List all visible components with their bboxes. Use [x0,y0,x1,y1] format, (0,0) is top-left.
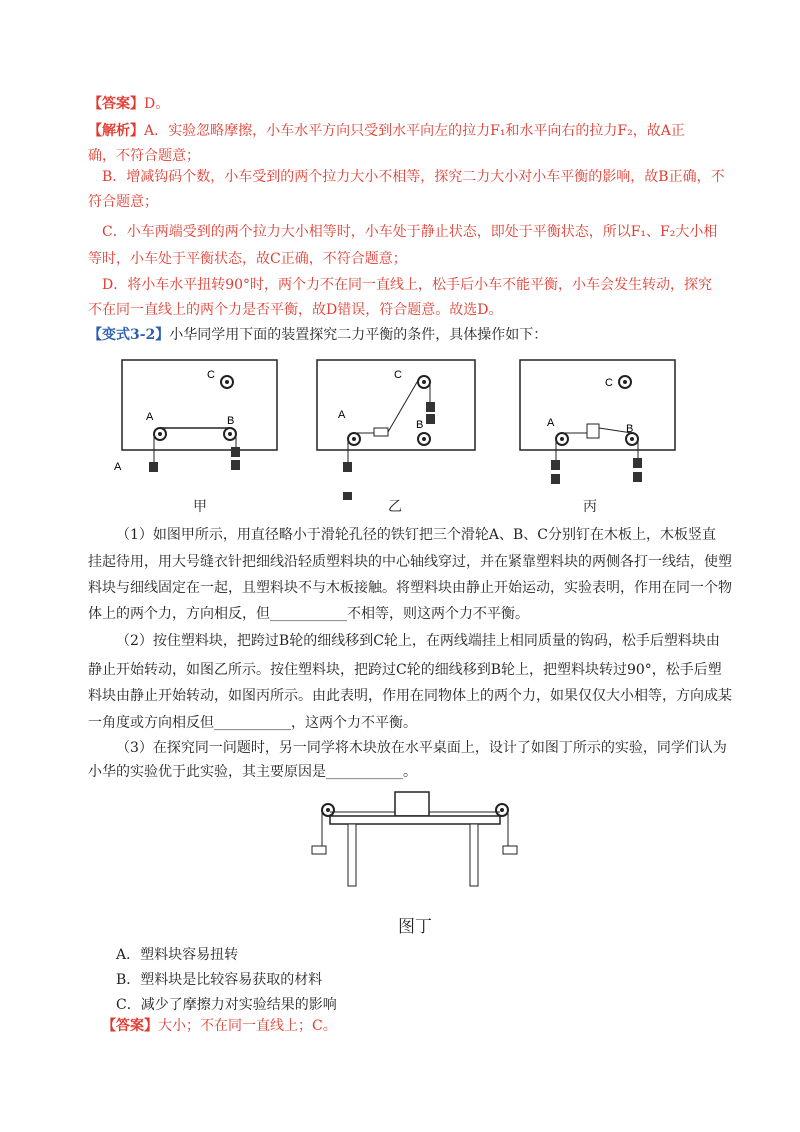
caption-bing: 丙 [583,499,597,515]
q2-line-4: 一角度或方向相反但___________，这两个力不平衡。 [88,715,417,731]
q1-line-2: 挂起待用，用大号缝衣针把细线沿轻质塑料块的中心轴线穿过，并在紧靠塑料块的两侧各打一线结，使塑 [88,554,732,570]
label-c: C [605,377,613,389]
analysis-label: 【解析】 [88,123,144,139]
analysis-line-8: 不在同一直线上的两个力是否平衡，故D错误，符合题意。故选D。 [88,302,503,318]
q2-line-2: 静止开始转动，如图乙所示。按住塑料块，把跨过C轮的细线移到B轮上，把塑料块转过90°，松手后塑 [88,662,722,678]
label-c: C [207,369,215,381]
analysis-line-5: C．小车两端受到的两个拉力大小相等时，小车处于静止状态，即处于平衡状态，所以F₁、F₂大小相 [102,224,718,240]
q1-line-4: 体上的两个力，方向相反，但___________不相等，则这两个力不平衡。 [88,606,529,622]
label-a: A [547,417,555,429]
figure-jia [112,352,282,482]
caption-yi: 乙 [388,499,402,515]
label-b: B [227,415,235,427]
analysis-line-4: 符合题意； [88,194,158,210]
q2-line-1: （2）按住塑料块，把跨过B轮的细线移到C轮上，在两线端挂上相同质量的钩码，松手后塑料块由 [116,633,720,649]
figure-yi [312,352,492,502]
variant-label: 【变式3-2】 [88,327,170,343]
analysis-text-1: A．实验忽略摩擦，小车水平方向只受到水平向左的拉力F₁和水平向右的拉力F₂，故A正 [144,123,685,139]
label-b: B [626,423,634,435]
analysis-line-3: B．增减钩码个数，小车受到的两个拉力大小不相等，探究二力大小对小车平衡的影响，故B正确，不 [102,169,725,185]
q1-line-1: （1）如图甲所示，用直径略小于滑轮孔径的铁钉把三个滑轮A、B、C分别钉在木板上，木板竖直 [116,527,717,543]
label-b: B [416,419,424,431]
label-a: A [338,409,346,421]
label-a-outer: A [114,461,122,473]
figure-bing [515,352,685,502]
variant-text: 小华同学用下面的装置探究二力平衡的条件，具体操作如下： [169,327,548,343]
answer-2-text: 大小；不在同一直线上；C。 [158,1018,337,1034]
answer-label: 【答案】 [88,96,144,112]
analysis-line-7: D．将小车水平扭转90°时，两个力不在同一直线上，松手后小车不能平衡，小车会发生转动，探究 [102,277,713,293]
label-c: C [394,369,402,381]
q3-line-1: （3）在探究同一问题时，另一同学将木块放在水平桌面上，设计了如图丁所示的实验，同学们认为 [116,740,727,756]
analysis-line-2: 确，不符合题意； [88,148,200,164]
answer-2-line [102,1016,337,1036]
option-c: C．减少了摩擦力对实验结果的影响 [116,997,337,1013]
caption-ding: 图丁 [398,917,432,937]
variant-heading [88,325,547,345]
answer-text: D。 [144,96,170,112]
option-a: A．塑料块容易扭转 [116,947,239,963]
label-a: A [146,411,154,423]
answer-2-label: 【答案】 [102,1018,158,1034]
analysis-line-6: 等时，小车处于平衡状态，故C正确，不符合题意； [88,251,407,267]
q1-line-3: 料块与细线固定在一起，且塑料块不与木板接触。将塑料块由静止开始运动，实验表明，作用在同一个物 [88,580,732,596]
q2-line-3: 料块由静止开始转动，如图丙所示。由此表明，作用在同物体上的两个力，如果仅仅大小相等，方向成某 [88,688,732,704]
figure-ding [300,786,530,896]
option-b: B．塑料块是比较容易获取的材料 [116,972,323,988]
caption-jia: 甲 [193,499,207,515]
answer-line [88,94,169,114]
q3-line-2: 小华的实验优于此实验，其主要原因是___________。 [88,764,417,780]
analysis-line-1 [88,121,685,141]
